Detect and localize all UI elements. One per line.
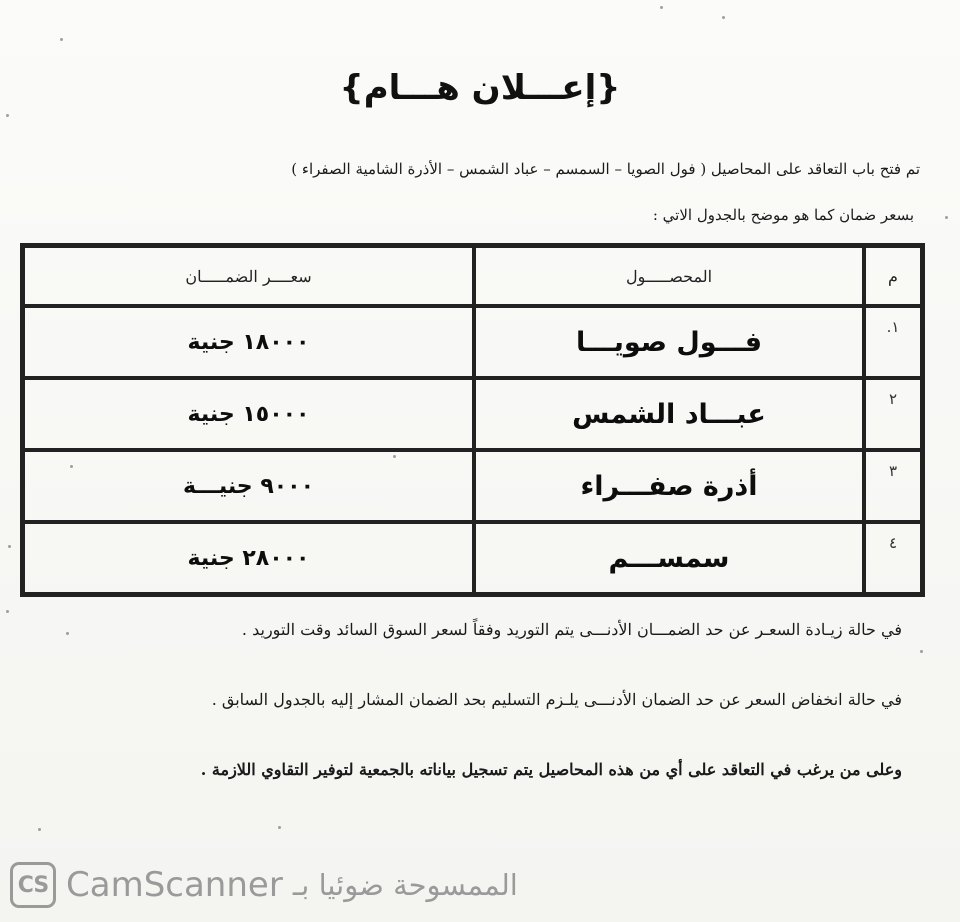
scan-speck (8, 545, 11, 548)
table-row (23, 450, 922, 522)
row-number: ٤ (864, 522, 922, 594)
scan-speck (278, 826, 281, 829)
note-price-decrease: في حالة انخفاض السعر عن حد الضمان الأدنـــى يلـزم التسليم بحد الضمان المشار إليه بالجدول السابق . (211, 690, 902, 709)
camscanner-logo-icon: CS (10, 862, 56, 908)
intro-line-2: بسعر ضمان كما هو موضح بالجدول الاتي : (652, 206, 914, 224)
scan-speck (920, 650, 923, 653)
announcement-title: {إعـــلان هـــام} (339, 68, 621, 108)
scan-speck (722, 16, 725, 19)
table-header-row (23, 246, 922, 306)
camscanner-watermark (10, 860, 518, 910)
note-registration: وعلى من يرغب في التعاقد على أي من هذه المحاصيل يتم تسجيل بياناته بالجمعية لتوفير التقاوي اللازمة . (200, 760, 902, 779)
scan-speck (660, 6, 663, 9)
scan-speck (66, 632, 69, 635)
guarantee-price: ١٥٠٠٠ جنية (23, 378, 474, 450)
intro-line-1: تم فتح باب التعاقد على المحاصيل ( فول الصويا – السمسم – عباد الشمس – الأذرة الشامية الصفراء ) (291, 160, 920, 178)
guarantee-price: ٢٨٠٠٠ جنية (23, 522, 474, 594)
scan-speck (6, 114, 9, 117)
table-row (23, 522, 922, 594)
row-number: ١. (864, 306, 922, 378)
crop-name: أذرة صفـــراء (474, 450, 864, 522)
watermark-brand: CamScanner (66, 865, 283, 905)
table-row (23, 378, 922, 450)
scan-speck (60, 38, 63, 41)
table-row (23, 306, 922, 378)
row-number: ٣ (864, 450, 922, 522)
note-price-increase: في حالة زيـادة السعـر عن حد الضمـــان الأدنـــى يتم التوريد وفقاً لسعر السوق السائد وقت التوريد . (241, 620, 902, 639)
scan-speck (6, 610, 9, 613)
header-price: سعــــر الضمـــــان (23, 246, 474, 306)
scan-speck (38, 828, 41, 831)
guarantee-price: ١٨٠٠٠ جنية (23, 306, 474, 378)
crop-name: عبـــاد الشمس (474, 378, 864, 450)
watermark-arabic-text: الممسوحة ضوئيا بـ (292, 868, 518, 902)
header-num: م (864, 246, 922, 306)
price-table (20, 243, 925, 597)
header-crop: المحصـــــول (474, 246, 864, 306)
guarantee-price: ٩٠٠٠ جنيـــة (23, 450, 474, 522)
row-number: ٢ (864, 378, 922, 450)
crop-name: فـــول صويـــا (474, 306, 864, 378)
crop-name: سمســـم (474, 522, 864, 594)
scan-speck (945, 216, 948, 219)
